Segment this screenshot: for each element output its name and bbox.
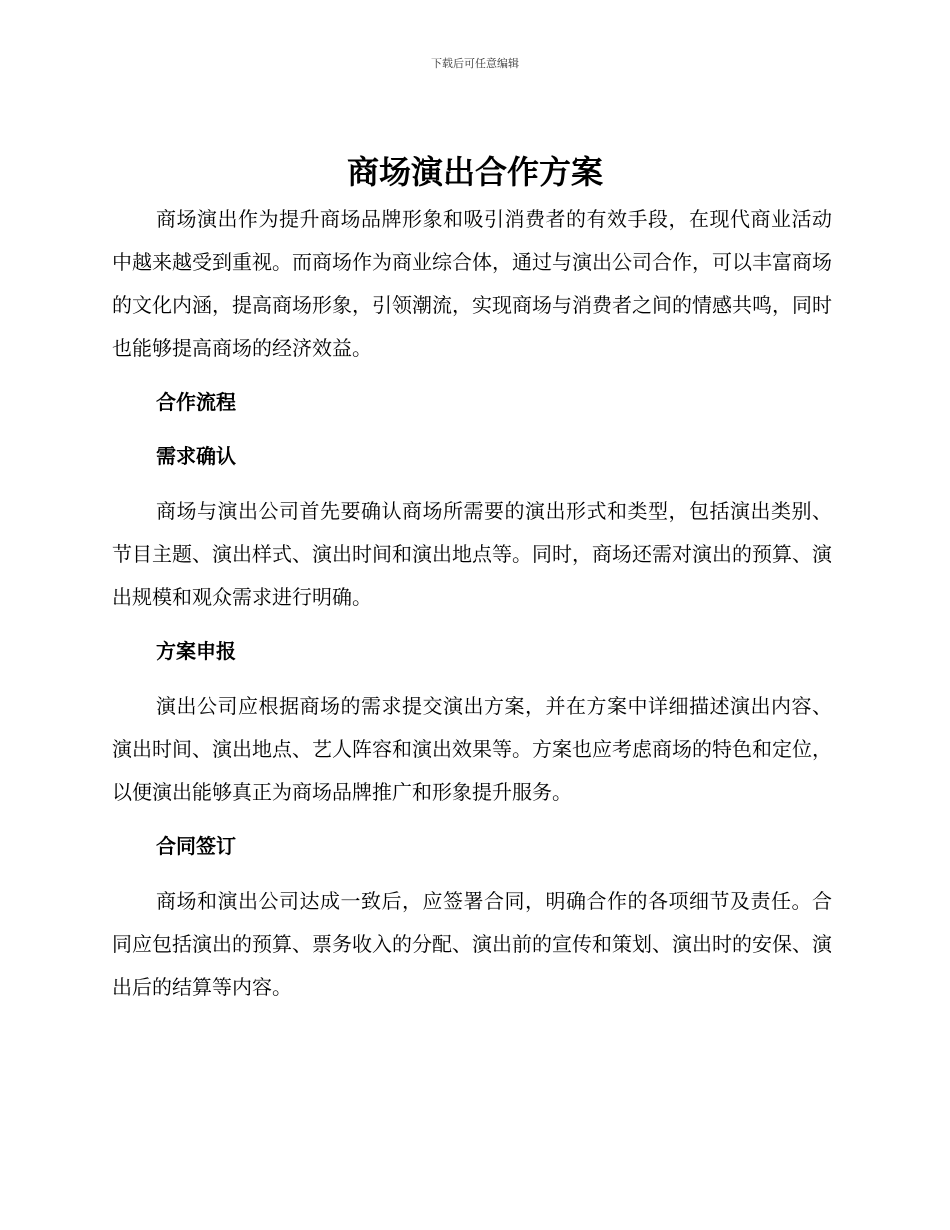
document-title: 商场演出合作方案 xyxy=(346,153,603,191)
spacer xyxy=(112,478,832,490)
spacer xyxy=(112,370,832,381)
subsection-heading-requirements: 需求确认 xyxy=(156,444,236,468)
spacer xyxy=(112,814,832,825)
spacer xyxy=(112,619,832,630)
section-heading-process: 合作流程 xyxy=(156,390,236,414)
intro-paragraph: 商场演出作为提升商场品牌形象和吸引消费者的有效手段，在现代商业活动中越来越受到重视。而商场作为商业综合体，通过与演出公司合作，可以丰富商场的文化内涵，提高商场形象，引领潮流，实现商场与消费者之间的情感共鸣，同时也能够提高商场的经济效益。 xyxy=(112,207,832,360)
subsection-heading-contract: 合同签订 xyxy=(156,834,236,858)
spacer xyxy=(112,673,832,685)
subsection-body-contract: 商场和演出公司达成一致后，应签署合同，明确合作的各项细节及责任。合同应包括演出的预算、票务收入的分配、演出前的宣传和策划、演出时的安保、演出后的结算等内容。 xyxy=(112,889,832,999)
subsection-heading-proposal: 方案申报 xyxy=(156,639,236,663)
document-body xyxy=(112,198,832,1009)
spacer xyxy=(112,868,832,880)
subsection-body-proposal: 演出公司应根据商场的需求提交演出方案，并在方案中详细描述演出内容、演出时间、演出地点、艺人阵容和演出效果等。方案也应考虑商场的特色和定位，以便演出能够真正为商场品牌推广和形象提升服务。 xyxy=(112,694,832,804)
subsection-body-requirements: 商场与演出公司首先要确认商场所需要的演出形式和类型，包括演出类别、节目主题、演出样式、演出时间和演出地点等。同时，商场还需对演出的预算、演出规模和观众需求进行明确。 xyxy=(112,499,832,609)
spacer xyxy=(112,424,832,435)
page-header: 下载后可任意编辑 xyxy=(431,57,519,70)
